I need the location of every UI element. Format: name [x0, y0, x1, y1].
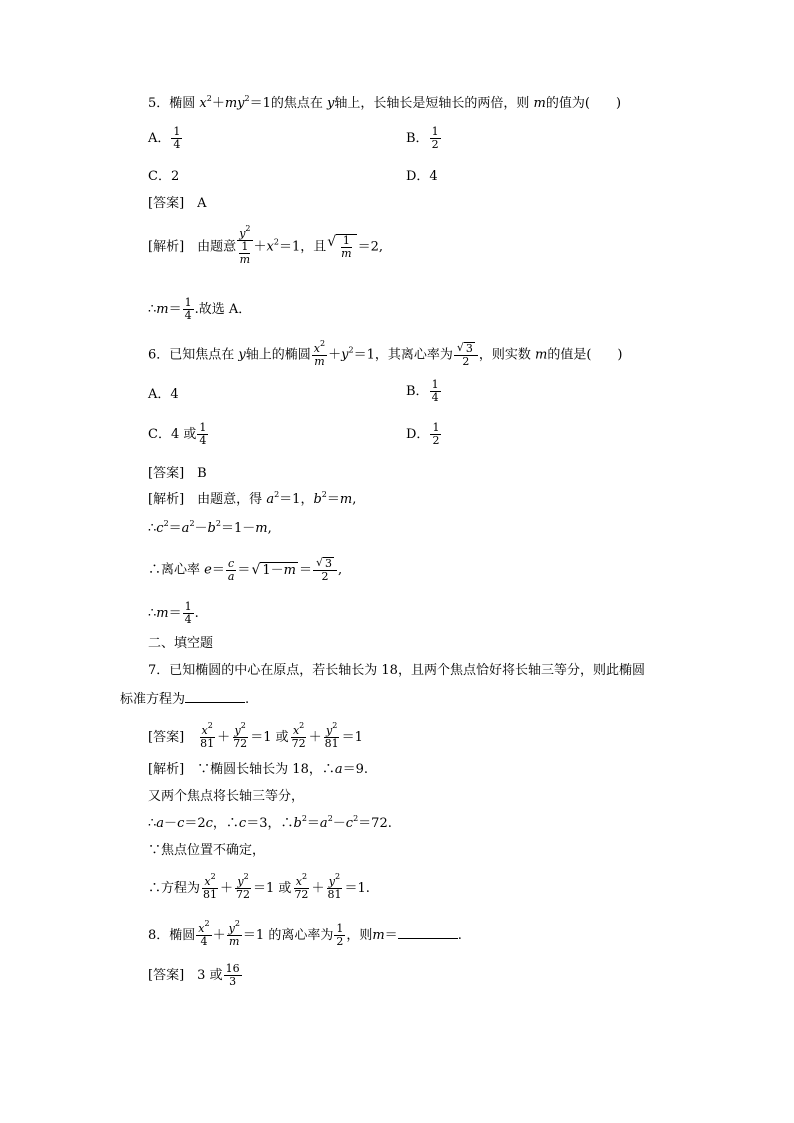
q6-conclusion: ∴m＝ $\frac{1}{4}$ . — [148, 600, 199, 626]
q6-analysis-1: [解析] 由题意，得 $a^2=1$，$b^2=m$, — [148, 490, 357, 507]
q5-answer: [答案] A — [148, 196, 207, 211]
q7-answer: [答案] $\frac{x^2}{81}$ ＋ $\frac{y^2}{72}$ ＝1 或 $\frac{x^2}{72}$ ＋ $\frac{y^2}{81}$ ＝1 — [148, 721, 363, 750]
q7-stem-2: 标准方程为 . — [120, 692, 250, 707]
q6-option-c: C．4 或 $\frac{1}{4}$ — [148, 421, 207, 447]
q6-option-a: A．4 — [148, 387, 179, 402]
q7-analysis-1: [解析] ∵椭圆长轴长为 18，∴a＝9. — [148, 762, 369, 777]
q5-stem: 5．椭圆 $x^2+my^2=1$的焦点在 y轴上，长轴长是短轴长的两倍，则 m的值为( ) — [148, 94, 622, 111]
q6-stem: 6．已知焦点在 y轴上的椭圆 $\frac{x^2}{m}$ $+y^2=1$，其离心率为 √ 3 2 ，则实数 m的值是( ) — [148, 338, 623, 368]
q5-option-d: D．4 — [406, 169, 438, 184]
q5-option-c: C．2 — [148, 169, 180, 184]
q7-stem-1: 7．已知椭圆的中心在原点，若长轴长为 18，且两个焦点恰好将长轴三等分，则此椭圆 — [148, 663, 645, 678]
section-heading: 二、填空题 — [148, 636, 214, 651]
q5-analysis: [解析] 由题意 $y^2$ 1 m $+x^2=1$，且 √ $\frac{1}{m}$ ＝2, — [148, 224, 383, 266]
q6-analysis-2: $\therefore c^2=a^2-b^2=1-m$, — [148, 519, 272, 536]
q7-analysis-2: 又两个焦点将长轴三等分， — [148, 789, 305, 804]
q5-option-a: A． $\frac{1}{4}$ — [148, 125, 181, 151]
q6-option-d: D． $\frac{1}{2}$ — [406, 421, 440, 447]
q7-analysis-4: ∵焦点位置不确定， — [148, 843, 266, 858]
q7-blank[interactable] — [185, 690, 245, 703]
q5-option-b: B． $\frac{1}{2}$ — [406, 125, 439, 151]
q8-blank[interactable] — [398, 926, 458, 939]
q6-analysis-3: ∴离心率 e＝ $\frac{c}{a}$ ＝ √ 1－ m ＝ √ 3 2 , — [148, 556, 343, 583]
q5-conclusion: ∴m＝ $\frac{1}{4}$ .故选 A． — [148, 296, 252, 322]
q6-answer: [答案] B — [148, 466, 207, 481]
q8-answer: [答案] 3 或 $\frac{16}{3}$ — [148, 962, 240, 988]
q8-stem: 8．椭圆 $\frac{x^2}{4}$ ＋ $\frac{y^2}{m}$ ＝1 的离心率为 $\frac{1}{2}$ ，则m＝ . — [148, 919, 462, 948]
q7-analysis-3: ∴a－c＝2c，∴c＝3，$\therefore b^2=a^2-c^2=72$. — [148, 814, 392, 831]
q7-analysis-5: ∴方程为 $\frac{x^2}{81}$ ＋ $\frac{y^2}{72}$ ＝1 或 $\frac{x^2}{72}$ ＋ $\frac{y^2}{81}$ ＝1. — [148, 872, 370, 901]
q6-option-b: B． $\frac{1}{4}$ — [406, 378, 439, 404]
